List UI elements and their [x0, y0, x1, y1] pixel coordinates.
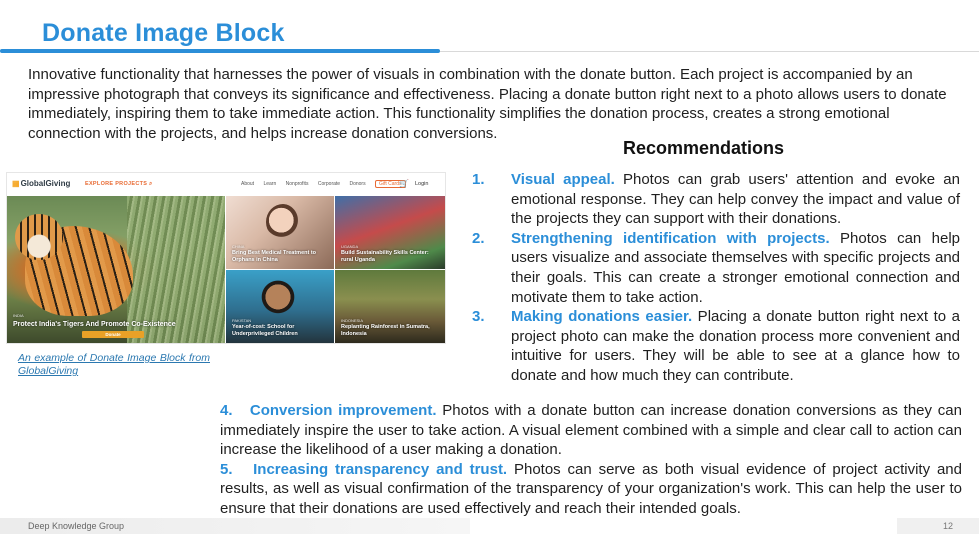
gg-explore-link: EXPLORE PROJECTS ⌕ — [85, 181, 153, 187]
gg-nav-learn: Learn — [263, 181, 277, 187]
recommendations-list-top — [472, 170, 960, 386]
gg-login: Login — [415, 181, 429, 187]
globalgiving-screenshot — [7, 173, 445, 343]
child-photo — [266, 204, 300, 240]
tile-main-tag: INDIA — [13, 313, 24, 318]
screenshot-caption-link[interactable]: An example of Donate Image Block from GlobalGiving — [18, 352, 210, 377]
page-number: 12 — [942, 521, 953, 531]
gg-gift-cards: Gift Cards — [375, 180, 406, 188]
tile-main-tiger — [7, 196, 225, 343]
gg-nav — [241, 181, 414, 187]
recommendation-item — [220, 401, 962, 460]
header-divider — [440, 51, 979, 52]
recommendations-heading: Recommendations — [623, 138, 785, 158]
recommendation-item — [220, 460, 962, 519]
recommendation-heading: Increasing transparency and trust. — [253, 460, 508, 478]
title-underline — [0, 49, 440, 53]
gg-header — [7, 173, 445, 196]
tile-uganda: UGANDA Build Sustainability Skills Center: rural Uganda — [335, 196, 445, 269]
tile-china: CHINA Bring Best Medical Treatment to Orphans in China — [226, 196, 334, 269]
gg-logo-text: GlobalGiving — [20, 179, 71, 188]
intro-paragraph: Innovative functionality that harnesses the power of visuals in combination with the donate button. Each project is accompanied by an impressive photograph that conveys its significance and effectiveness. Placing a donate button right next to a photo allows users to donate immediately, inspiring them to take immediate action. This functionality simplifies the donation process, creates a strong emotional connection with the projects, and helps increase donation conversions. — [28, 66, 947, 142]
recommendations-list-bottom — [220, 401, 962, 519]
gg-nav-corporate: Corporate — [317, 181, 341, 187]
recommendation-item — [472, 229, 960, 307]
recommendation-heading: Strengthening identification with projects. — [511, 229, 830, 247]
recommendation-item — [472, 307, 960, 385]
search-icon: ⌕ — [149, 181, 153, 187]
gg-logo-icon: ▦ — [12, 179, 20, 188]
tile-pakistan: PAKISTAN Year-of-cost: School for Underprivileged Children — [226, 270, 334, 343]
tiger-head-image — [15, 214, 63, 260]
recommendation-text: Photos can grab users' attention and evoke an emotional response. They can help convey the impact and value of the projects they can support with their donations. — [511, 171, 960, 228]
recommendation-number: 5. — [220, 460, 233, 478]
gg-nav-nonprofits: Nonprofits — [285, 181, 309, 187]
recommendation-number: 1. — [472, 171, 485, 188]
recommendation-heading: Making donations easier. — [511, 308, 693, 326]
recommendation-number: 2. — [472, 229, 485, 247]
recommendation-heading: Visual appeal. — [511, 171, 615, 188]
footer-org: Deep Knowledge Group — [28, 521, 125, 531]
recommendation-item — [472, 170, 960, 229]
recommendation-text: Placing a donate button right next to a project photo can make the donation process more convenient and intuitive for users. They will be able to see at a glance how to donate and how much they can contribute. — [511, 308, 960, 384]
slide-title: Donate Image Block — [42, 19, 285, 47]
tile-indonesia: INDONESIA Replanting Rainforest in Sumatra, Indonesia — [335, 270, 445, 343]
gg-logo — [12, 179, 70, 188]
cart-icon: 🛒 — [399, 179, 409, 188]
tile-main-title: Protect India's Tigers And Promote Co-Existence — [13, 321, 176, 328]
recommendation-text: Photos with a donate button can increase donation conversions as they can immediately inspire the user to take action. A visual element combined with a simple and clear call to action can increase the likelihood of a user making a donation. — [220, 402, 962, 459]
tile-main-caption — [13, 311, 219, 329]
recommendation-number: 3. — [472, 308, 485, 326]
child-photo — [260, 276, 296, 314]
gg-nav-donors: Donors — [349, 181, 366, 187]
recommendation-text: Photos can serve as both visual evidence of project activity and results, as well as visual confirmation of the transparency of your organization's work. This can help the user to ensure that their donations are used effectively and reach their intended goals. — [220, 460, 962, 517]
gg-nav-about: About — [241, 181, 255, 187]
recommendation-text: Photos can help users visualize and associate themselves with specific projects and their goals. This can create a stronger emotional connection and motivate them to take action. — [511, 229, 960, 306]
recommendation-number: 4. — [220, 402, 233, 419]
recommendation-heading: Conversion improvement. — [249, 402, 437, 419]
donate-button: Donate — [82, 331, 144, 338]
slide-footer — [0, 518, 979, 534]
